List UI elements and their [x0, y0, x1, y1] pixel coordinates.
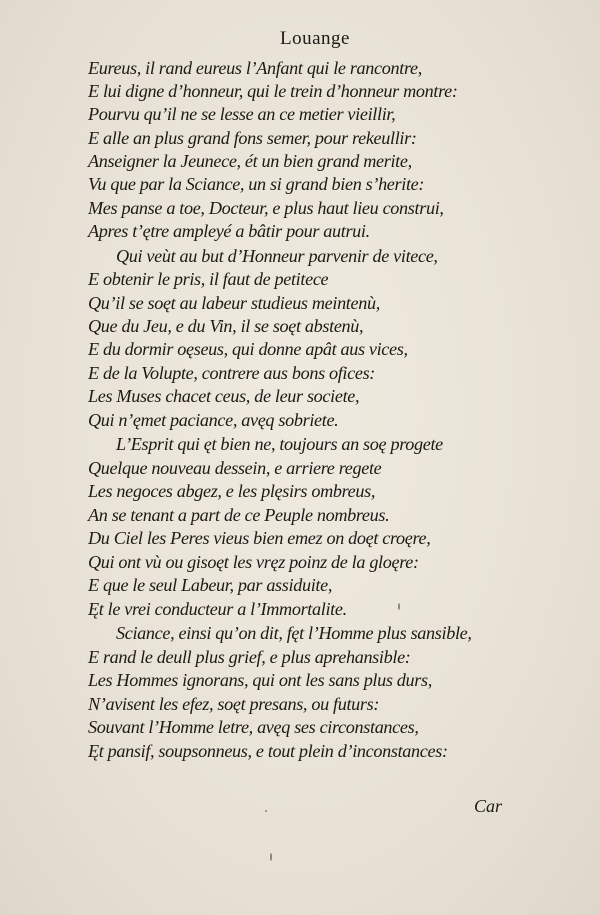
- verse-line: Ęt pansif, soupsonneus, e tout plein d’inconstances:: [88, 741, 448, 761]
- verse-line: Ęt le vrei conducteur a l’Immortalite.: [88, 599, 347, 619]
- verse-line: Que du Jeu, e du Vin, il se soęt abstenù,: [88, 316, 364, 336]
- verse-line: E de la Volupte, contrere aus bons ofices:: [88, 363, 376, 383]
- running-head: Louange: [280, 28, 350, 49]
- verse-line: Sciance, einsi qu’on dit, fęt l’Homme plus sansible,: [116, 623, 472, 643]
- verse-line: Quelque nouveau dessein, e arriere regete: [88, 458, 382, 478]
- verse-line: Vu que par la Sciance, un si grand bien s’herite:: [88, 174, 425, 194]
- verse-line: Qu’il se soęt au labeur studieus meintenù,: [88, 293, 380, 313]
- verse-line: Les Hommes ignorans, qui ont les sans plus durs,: [88, 670, 432, 690]
- verse-line: E du dormir oęseus, qui donne apât aus vices,: [88, 339, 408, 359]
- verse-line: E obtenir le pris, il faut de petitece: [88, 269, 329, 289]
- verse-line: L’Esprit qui ęt bien ne, toujours an soę progete: [116, 434, 443, 454]
- verse-line: Les Muses chacet ceus, de leur societe,: [88, 386, 360, 406]
- verse-line: Eureus, il rand eureus l’Anfant qui le rancontre,: [88, 58, 422, 78]
- ink-speck: [270, 853, 272, 861]
- ink-speck: [398, 603, 400, 610]
- verse-line: Apres t’ętre ampleyé a bâtir pour autrui.: [88, 221, 370, 241]
- verse-line: An se tenant a part de ce Peuple nombreus.: [88, 505, 390, 525]
- verse-line: Qui veùt au but d’Honneur parvenir de vitece,: [116, 246, 438, 266]
- verse-line: E que le seul Labeur, par assiduite,: [88, 575, 333, 595]
- verse-line: Qui n’ęmet paciance, avęq sobriete.: [88, 410, 339, 430]
- ink-speck: [265, 810, 267, 812]
- verse-line: E lui digne d’honneur, qui le trein d’honneur montre:: [88, 81, 458, 101]
- verse-line: Mes panse a toe, Docteur, e plus haut lieu construi,: [88, 198, 444, 218]
- verse-line: Souvant l’Homme letre, avęq ses circonstances,: [88, 717, 419, 737]
- verse-line: E alle an plus grand fons semer, pour rekeullir:: [88, 128, 417, 148]
- verse-line: Pourvu qu’il ne se lesse an ce metier vieillir,: [88, 104, 396, 124]
- verse-line: Anseigner la Jeunece, ét un bien grand merite,: [88, 151, 412, 171]
- verse-line: E rand le deull plus grief, e plus aprehansible:: [88, 647, 411, 667]
- catchword: Car: [474, 796, 503, 816]
- verse-line: Les negoces abgez, e les plęsirs ombreus,: [88, 481, 376, 501]
- verse-line: Qui ont vù ou gisoęt les vręz poinz de la gloęre:: [88, 552, 419, 572]
- verse-line: N’avisent les efez, soęt presans, ou futurs:: [88, 694, 380, 714]
- verse-line: Du Ciel les Peres vieus bien emez on doęt croęre,: [88, 528, 431, 548]
